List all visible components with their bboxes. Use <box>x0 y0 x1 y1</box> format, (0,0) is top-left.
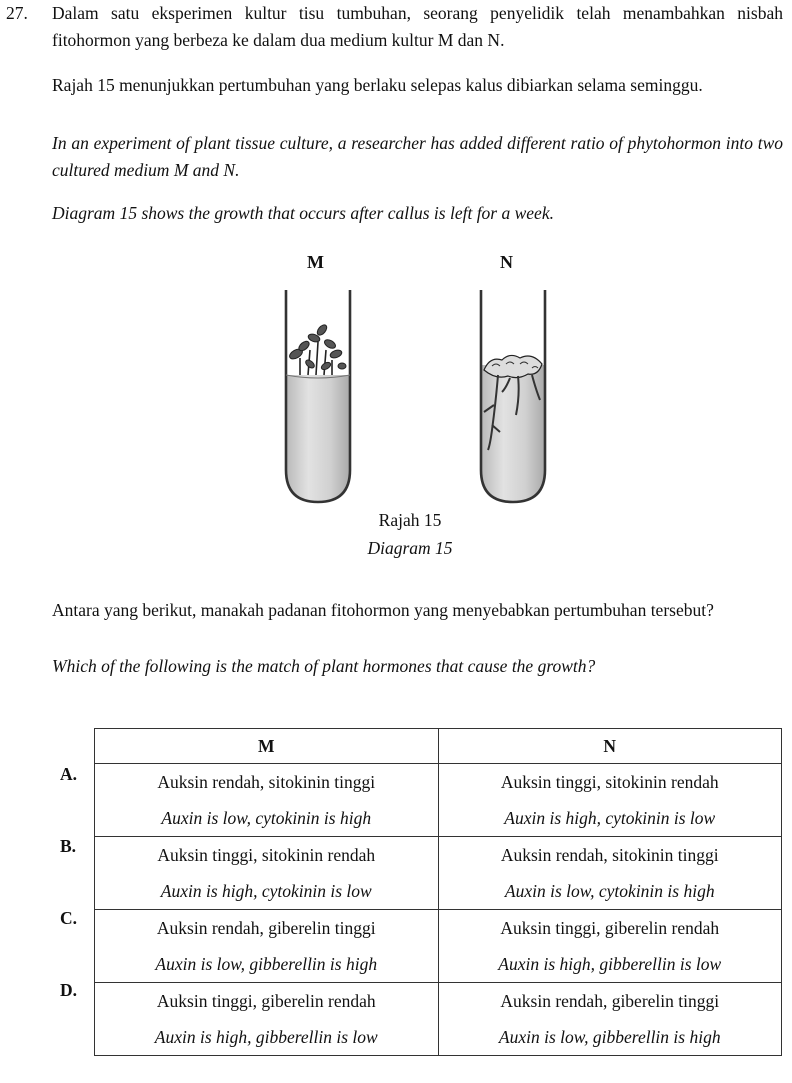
shoot-growth-icon <box>288 323 346 375</box>
option-c-n-english: Auxin is high, gibberellin is low <box>498 954 722 974</box>
question-english-paragraph-2: Diagram 15 shows the growth that occurs after callus is left for a week. <box>52 203 554 223</box>
diagram-caption-malay: Rajah 15 <box>378 510 442 530</box>
option-d-m-english: Auxin is high, gibberellin is low <box>154 1027 378 1047</box>
table-header-row <box>95 729 782 764</box>
option-c-n <box>438 910 782 983</box>
option-b-n <box>438 837 782 910</box>
option-c-m <box>95 910 439 983</box>
prompt-english: Which of the following is the match of plant hormones that cause the growth? <box>52 656 596 676</box>
callus-icon <box>484 355 542 377</box>
option-a-m <box>95 764 439 837</box>
question-malay-paragraph-2: Rajah 15 menunjukkan pertumbuhan yang berlaku selepas kalus dibiarkan selama seminggu. <box>52 75 703 95</box>
test-tube-m <box>286 290 350 502</box>
diagram-label-m: M <box>307 252 324 272</box>
option-letter-a[interactable]: A. <box>60 764 78 784</box>
question-malay-paragraph-1: Dalam satu eksperimen kultur tisu tumbuhan, seorang penyelidik telah menambahkan nisbah fitohormon yang berbeza ke dalam dua medium kultur M dan N. <box>52 3 783 50</box>
option-c-m-malay: Auksin rendah, giberelin tinggi <box>156 918 376 938</box>
options-table <box>94 728 782 1056</box>
option-row-c[interactable] <box>95 910 782 983</box>
question-number: 27. <box>6 3 28 23</box>
option-row-a[interactable] <box>95 764 782 837</box>
test-tube-n <box>481 290 545 502</box>
header-m: M <box>95 729 439 764</box>
option-letter-c[interactable]: C. <box>60 908 78 928</box>
question-english-paragraph-1: In an experiment of plant tissue culture, a researcher has added different ratio of phytohormon into two cultured medium M and N. <box>52 133 783 180</box>
diagram-label-n: N <box>500 252 513 272</box>
option-b-m-malay: Auksin tinggi, sitokinin rendah <box>157 845 376 865</box>
option-b-n-malay: Auksin rendah, sitokinin tinggi <box>500 845 719 865</box>
option-a-n-english: Auxin is high, cytokinin is low <box>504 808 716 828</box>
option-letter-d[interactable]: D. <box>60 980 78 1000</box>
option-c-n-malay: Auksin tinggi, giberelin rendah <box>500 918 720 938</box>
option-d-m-malay: Auksin tinggi, giberelin rendah <box>156 991 376 1011</box>
option-d-n-malay: Auksin rendah, giberelin tinggi <box>500 991 720 1011</box>
diagram-caption-english: Diagram 15 <box>367 538 453 558</box>
option-d-m <box>95 983 439 1056</box>
option-row-b[interactable] <box>95 837 782 910</box>
option-b-m <box>95 837 439 910</box>
option-letter-b[interactable]: B. <box>60 836 77 856</box>
option-a-n <box>438 764 782 837</box>
option-a-m-english: Auxin is low, cytokinin is high <box>161 808 372 828</box>
prompt-malay: Antara yang berikut, manakah padanan fitohormon yang menyebabkan pertumbuhan tersebut? <box>52 600 714 620</box>
option-d-n-english: Auxin is low, gibberellin is high <box>498 1027 721 1047</box>
header-n: N <box>438 729 782 764</box>
option-a-m-malay: Auksin rendah, sitokinin tinggi <box>157 772 376 792</box>
option-row-d[interactable] <box>95 983 782 1056</box>
option-d-n <box>438 983 782 1056</box>
option-c-m-english: Auxin is low, gibberellin is high <box>155 954 378 974</box>
test-tubes-diagram <box>270 280 570 510</box>
option-b-n-english: Auxin is low, cytokinin is high <box>504 881 715 901</box>
option-b-m-english: Auxin is high, cytokinin is low <box>160 881 372 901</box>
option-a-n-malay: Auksin tinggi, sitokinin rendah <box>500 772 719 792</box>
